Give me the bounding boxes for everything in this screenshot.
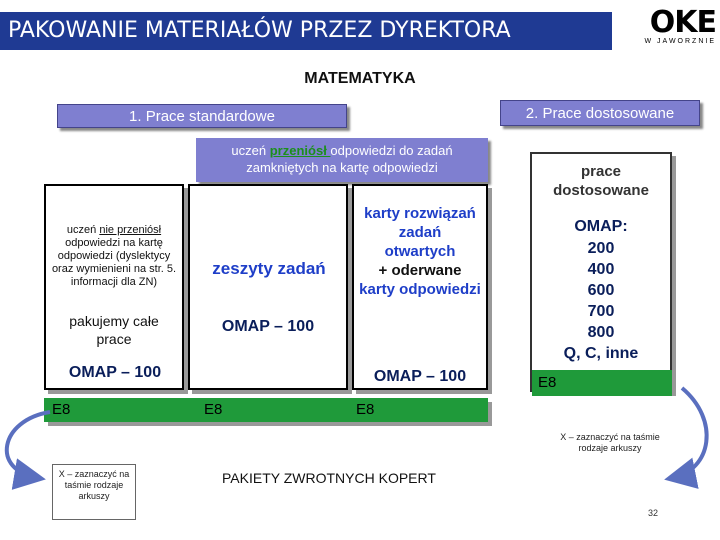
return-envelopes-label: PAKIETY ZWROTNYCH KOPERT <box>222 470 436 486</box>
e8-right: E8 <box>356 401 375 418</box>
e8-middle: E8 <box>204 401 223 418</box>
page-title: PAKOWANIE MATERIAŁÓW PRZEZ DYREKTORA <box>0 12 612 50</box>
omap-code: 200 <box>587 240 615 257</box>
omap-code: Q, C, inne <box>563 345 639 362</box>
desc-underlined: nie przeniósł <box>99 224 162 236</box>
omap-code: 600 <box>587 282 615 299</box>
adapted-title: prace dostosowane <box>553 163 649 199</box>
pack-whole-works: pakujemy całe prace <box>69 313 159 347</box>
left-omap: OMAP – 100 <box>68 364 162 381</box>
desc-rest: odpowiedzi na kartę odpowiedzi (dyslektycy oraz wymienieni na str. 5. informacji dla ZN) <box>51 237 177 288</box>
text-blue-1: karty rozwiązań zadań <box>364 205 476 241</box>
subject-heading: MATEMATYKA <box>304 70 416 87</box>
adapted-omap-label: OMAP: <box>574 218 628 235</box>
omap-code: 400 <box>587 261 615 278</box>
right-curved-arrow <box>672 388 707 478</box>
bottom-right-sheet-note: X – zaznaczyć na taśmie rodzaje arkuszy <box>560 432 660 453</box>
logo-mark: OKE <box>649 5 716 40</box>
logo-subtext: W JAWORZNIE <box>644 38 716 45</box>
right-omap: OMAP – 100 <box>373 368 467 385</box>
bottom-left-sheet-note: X – zaznaczyć na taśmie rodzaje arkuszy <box>52 464 136 520</box>
omap-code: 800 <box>587 324 615 341</box>
text-black: + oderwane <box>378 262 462 279</box>
note-rest: odpowiedzi do zadań zamkniętych na kartę odpowiedzi <box>246 143 453 175</box>
page-number: 32 <box>648 508 659 518</box>
omap-code: 700 <box>587 303 615 320</box>
e8-left: E8 <box>52 401 71 418</box>
middle-omap: OMAP – 100 <box>221 318 315 335</box>
text-green: otwartych <box>384 243 456 260</box>
adapted-e8-bar: E8 <box>532 370 672 396</box>
left-curved-arrow <box>7 412 50 478</box>
text-blue-2: karty odpowiedzi <box>359 281 481 298</box>
note-prefix: uczeń <box>231 143 270 158</box>
adapted-works-label: 2. Prace dostosowane <box>500 100 700 126</box>
note-highlight: przeniósł <box>269 143 331 158</box>
standard-works-label: 1. Prace standardowe <box>57 104 347 128</box>
desc-prefix: uczeń <box>66 224 100 236</box>
task-booklets-text: zeszyty zadań <box>212 259 326 278</box>
